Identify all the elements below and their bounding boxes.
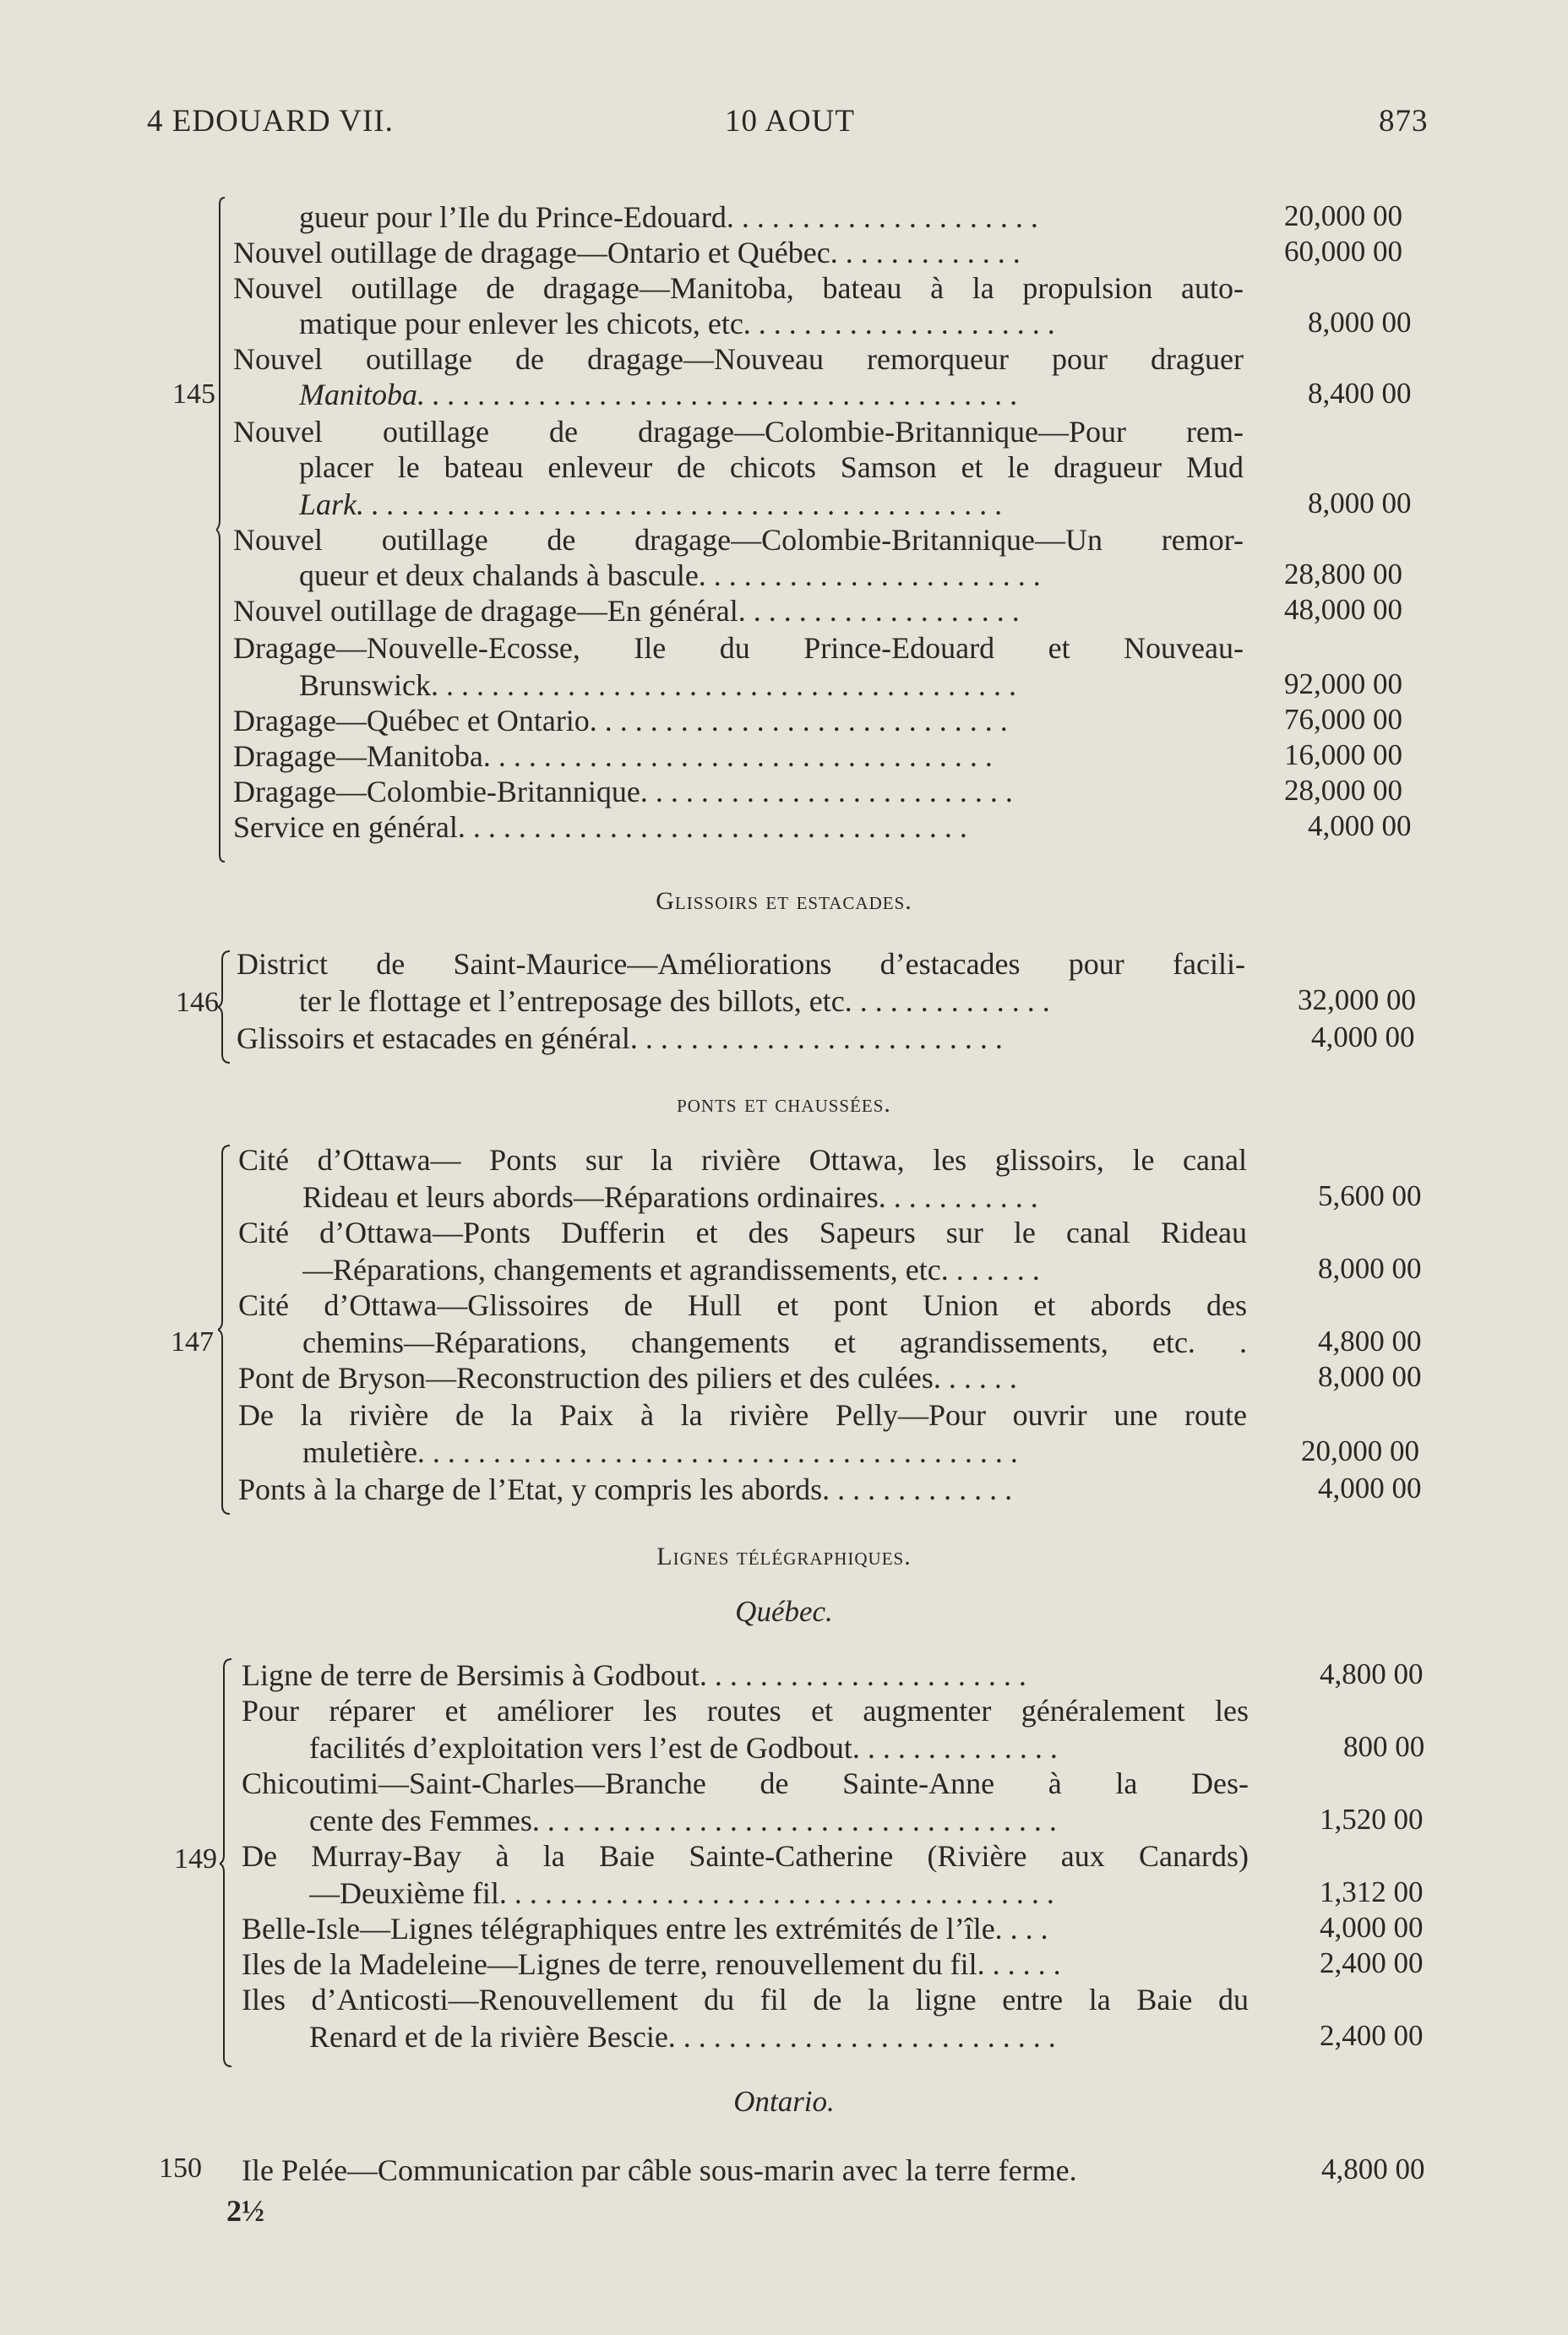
table-row [0, 377, 1568, 412]
line-text: placer le bateau enleveur de chicots Samson et le dragueur Mud [299, 450, 1244, 484]
line-text: Dragage—Manitoba. . . . . . . . . . . . . . . . . . . . . . . . . . . . . . . . . . [233, 739, 993, 773]
table-row [0, 1946, 1568, 1982]
amount: 5,600 00 [1318, 1179, 1422, 1212]
table-row [0, 1252, 1568, 1287]
line-text: —Réparations, changements et agrandissements, etc. . . . . . . [302, 1253, 1040, 1287]
section-heading-glissoirs: Glissoirs et estacades. [656, 887, 912, 915]
table-row [0, 1434, 1568, 1470]
table-row [0, 270, 1568, 306]
table-row [0, 1179, 1568, 1215]
table-row [0, 306, 1568, 341]
header-date: 10 AOUT [725, 104, 855, 139]
line-text: Lark. . . . . . . . . . . . . . . . . . . . . . . . . . . . . . . . . . . . . . . . . . . [299, 487, 1004, 521]
block-150 [0, 2153, 1568, 2188]
table-row [0, 1838, 1568, 1874]
table-row [0, 1287, 1568, 1323]
line-text: Iles de la Madeleine—Lignes de terre, renouvellement du fil. . . . . . [242, 1947, 1061, 1981]
amount: 60,000 00 [1284, 235, 1402, 268]
amount: 32,000 00 [1298, 983, 1416, 1016]
line-text: Nouvel outillage de dragage—Colombie-Britannique—Pour rem- [233, 415, 1244, 449]
line-text: Nouvel outillage de dragage—Nouveau remorqueur pour draguer [233, 342, 1244, 376]
table-row [0, 414, 1568, 449]
line-text: Nouvel outillage de dragage—Ontario et Québec. . . . . . . . . . . . . [233, 236, 1021, 269]
amount: 8,400 00 [1308, 377, 1412, 410]
line-text: De la rivière de la Paix à la rivière Pelly—Pour ouvrir une route [238, 1398, 1247, 1432]
table-row [0, 703, 1568, 738]
table-row [0, 1397, 1568, 1433]
subsection-quebec: Québec. [735, 1595, 833, 1628]
amount: 8,000 00 [1308, 306, 1412, 339]
line-text: cente des Femmes. . . . . . . . . . . . . . . . . . . . . . . . . . . . . . . . . . . [309, 1804, 1057, 1837]
line-text: Dragage—Québec et Ontario. . . . . . . . . . . . . . . . . . . . . . . . . . . . [233, 704, 1008, 738]
amount: 2,400 00 [1320, 2019, 1424, 2052]
item-number: 149 [174, 1843, 217, 1875]
item-number: 147 [171, 1326, 214, 1358]
table-row [0, 1360, 1568, 1396]
amount: 1,312 00 [1320, 1875, 1424, 1908]
table-row [0, 809, 1568, 845]
line-text: —Deuxième fil. . . . . . . . . . . . . . . . . . . . . . . . . . . . . . . . . . . . . [309, 1876, 1054, 1910]
item-number: 150 [159, 2153, 202, 2184]
amount: 4,800 00 [1320, 1657, 1424, 1690]
table-row [0, 1657, 1568, 1693]
table-row [0, 774, 1568, 809]
item-number: 146 [176, 987, 219, 1018]
line-text: Renard et de la rivière Bescie. . . . . . . . . . . . . . . . . . . . . . . . . . [309, 2020, 1056, 2054]
table-row [0, 1982, 1568, 2017]
line-text: chemins—Réparations, changements et agrandissements, etc. . [302, 1325, 1247, 1359]
line-text: De Murray-Bay à la Baie Sainte-Catherine (Rivière aux Canards) [242, 1839, 1249, 1873]
table-row [0, 946, 1568, 982]
amount: 16,000 00 [1284, 738, 1402, 771]
line-text: Belle-Isle—Lignes télégraphiques entre les extrémités de l’île. . . . [242, 1912, 1048, 1946]
section-heading-lignes: Lignes télégraphiques. [656, 1543, 912, 1570]
line-text: gueur pour l’Ile du Prince-Edouard. . . . . . . . . . . . . . . . . . . . . [299, 200, 1038, 234]
line-text: Glissoirs et estacades en général. . . . . . . . . . . . . . . . . . . . . . . . . [237, 1021, 1003, 1055]
amount: 4,800 00 [1318, 1325, 1422, 1358]
table-row [0, 558, 1568, 593]
line-text: Nouvel outillage de dragage—Colombie-Britannique—Un remor- [233, 523, 1244, 557]
table-row [0, 1803, 1568, 1838]
line-text: Ponts à la charge de l’Etat, y compris les abords. . . . . . . . . . . . . [238, 1472, 1013, 1506]
line-text: Brunswick. . . . . . . . . . . . . . . . . . . . . . . . . . . . . . . . . . . . . . . [299, 668, 1016, 702]
line-text: Ligne de terre de Bersimis à Godbout. . . . . . . . . . . . . . . . . . . . . . [242, 1658, 1026, 1692]
amount: 48,000 00 [1284, 593, 1402, 626]
line-text: Dragage—Nouvelle-Ecosse, Ile du Prince-Edouard et Nouveau- [233, 631, 1244, 665]
table-row [0, 199, 1568, 235]
table-row [0, 1142, 1568, 1178]
line-text: Nouvel outillage de dragage—Manitoba, bateau à la propulsion auto- [233, 271, 1244, 305]
line-text: Pour réparer et améliorer les routes et augmenter généralement les [242, 1694, 1249, 1728]
table-row [0, 1875, 1568, 1911]
header-session: 4 EDOUARD VII. [147, 104, 394, 139]
line-text: muletière. . . . . . . . . . . . . . . . . . . . . . . . . . . . . . . . . . . . . . . . [302, 1435, 1018, 1469]
table-row [0, 235, 1568, 270]
line-text: Chicoutimi—Saint-Charles—Branche de Sainte-Anne à la Des- [242, 1766, 1249, 1800]
table-row [0, 983, 1568, 1019]
signature-mark: 2½ [226, 2194, 264, 2228]
amount: 28,000 00 [1284, 774, 1402, 807]
table-row [0, 1730, 1568, 1766]
line-text: Cité d’Ottawa—Ponts Dufferin et des Sapeurs sur le canal Rideau [238, 1216, 1247, 1249]
table-row [0, 630, 1568, 666]
amount: 4,000 00 [1311, 1021, 1415, 1053]
line-text: Dragage—Colombie-Britannique. . . . . . . . . . . . . . . . . . . . . . . . . [233, 775, 1013, 808]
amount: 76,000 00 [1284, 703, 1402, 736]
amount: 4,000 00 [1318, 1472, 1422, 1505]
amount: 8,000 00 [1308, 487, 1412, 520]
amount: 20,000 00 [1284, 199, 1402, 232]
amount: 800 00 [1343, 1730, 1425, 1763]
table-row [0, 1911, 1568, 1946]
line-text: Manitoba. . . . . . . . . . . . . . . . . . . . . . . . . . . . . . . . . . . . . . . . [299, 378, 1018, 411]
table-row [0, 1021, 1568, 1056]
table-row [0, 1325, 1568, 1360]
item-number: 145 [172, 378, 215, 410]
amount: 8,000 00 [1318, 1252, 1422, 1285]
line-text: Nouvel outillage de dragage—En général. . . . . . . . . . . . . . . . . . . [233, 594, 1020, 628]
table-row [0, 667, 1568, 703]
line-text: ter le flottage et l’entreposage des billots, etc. . . . . . . . . . . . . . [299, 984, 1050, 1018]
line-text: Service en général. . . . . . . . . . . . . . . . . . . . . . . . . . . . . . . . . . [233, 810, 967, 844]
table-row [0, 1472, 1568, 1507]
line-text: District de Saint-Maurice—Améliorations d’estacades pour facili- [237, 947, 1245, 981]
line-text: Iles d’Anticosti—Renouvellement du fil de la ligne entre la Baie du [242, 1983, 1249, 2017]
amount: 92,000 00 [1284, 667, 1402, 700]
amount: 4,000 00 [1308, 809, 1412, 842]
line-text: queur et deux chalands à bascule. . . . . . . . . . . . . . . . . . . . . . . [299, 558, 1041, 592]
amount: 4,800 00 [1321, 2153, 1425, 2185]
table-row [0, 522, 1568, 558]
table-row [0, 1766, 1568, 1801]
subsection-ontario: Ontario. [733, 2085, 835, 2118]
table-row [0, 449, 1568, 485]
table-row [0, 341, 1568, 377]
line-text: matique pour enlever les chicots, etc. . . . . . . . . . . . . . . . . . . . . [299, 307, 1055, 340]
amount: 20,000 00 [1301, 1434, 1419, 1467]
amount: 2,400 00 [1320, 1946, 1424, 1979]
page-number: 873 [1379, 104, 1429, 139]
table-row [0, 487, 1568, 522]
section-heading-ponts: ponts et chaussées. [677, 1090, 891, 1118]
line-text: Rideau et leurs abords—Réparations ordinaires. . . . . . . . . . . [302, 1180, 1038, 1214]
table-row [0, 1693, 1568, 1728]
table-row [0, 593, 1568, 629]
line-text: Ile Pelée—Communication par câble sous-marin avec la terre ferme. [242, 2153, 1077, 2187]
amount: 28,800 00 [1284, 558, 1402, 591]
table-row [0, 1215, 1568, 1250]
amount: 4,000 00 [1320, 1911, 1424, 1944]
amount: 1,520 00 [1320, 1803, 1424, 1836]
line-text: facilités d’exploitation vers l’est de Godbout. . . . . . . . . . . . . . [309, 1731, 1058, 1765]
table-row [0, 2019, 1568, 2055]
line-text: Pont de Bryson—Reconstruction des piliers et des culées. . . . . . [238, 1361, 1017, 1395]
line-text: Cité d’Ottawa— Ponts sur la rivière Ottawa, les glissoirs, le canal [238, 1143, 1247, 1177]
line-text: Cité d’Ottawa—Glissoires de Hull et pont Union et abords des [238, 1288, 1247, 1322]
table-row [0, 738, 1568, 774]
amount: 8,000 00 [1318, 1360, 1422, 1393]
